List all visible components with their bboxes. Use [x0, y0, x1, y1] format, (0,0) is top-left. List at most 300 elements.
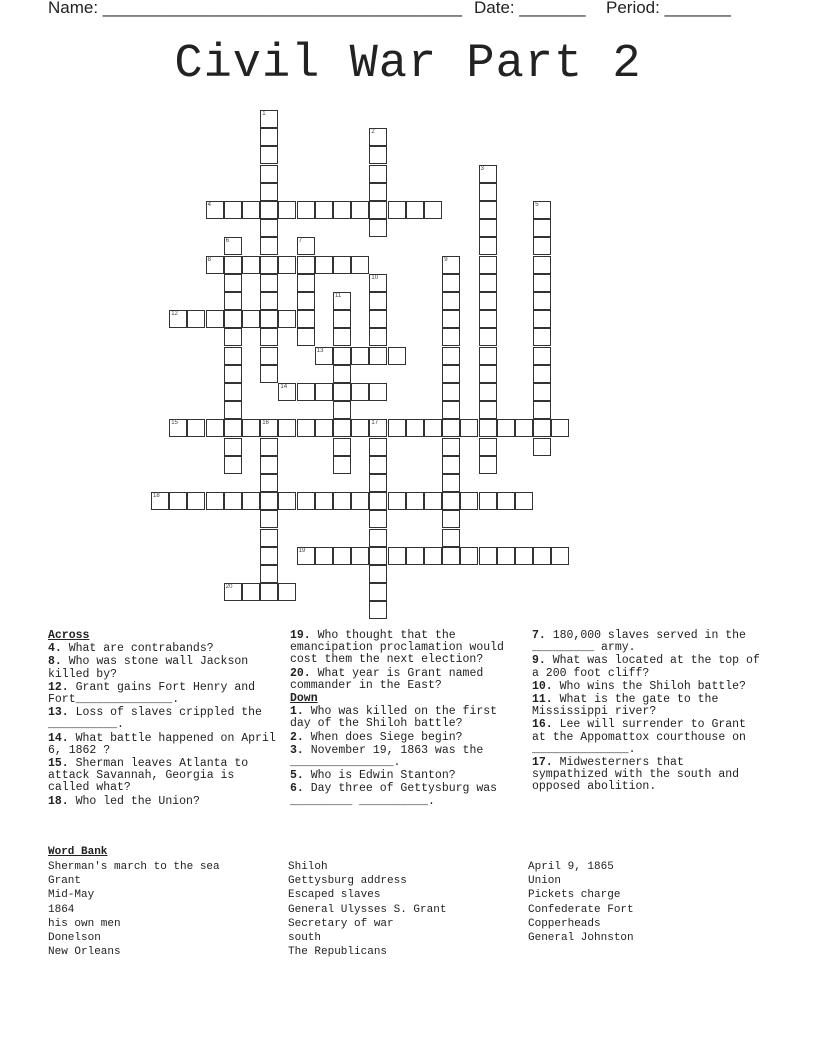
word-bank-item: Pickets charge — [528, 889, 621, 902]
crossword-cell[interactable] — [242, 583, 260, 601]
word-bank-column-3 — [528, 860, 634, 945]
crossword-cell[interactable] — [369, 128, 387, 146]
clue-number: 11. — [532, 693, 553, 707]
crossword-cell[interactable] — [369, 292, 387, 310]
crossword-cell[interactable] — [369, 456, 387, 474]
crossword-cell[interactable] — [224, 292, 242, 310]
crossword-cell[interactable] — [497, 547, 515, 565]
crossword-cell[interactable] — [278, 492, 296, 510]
crossword-cell[interactable] — [333, 383, 351, 401]
crossword-cell[interactable] — [278, 383, 296, 401]
crossword-cell[interactable] — [224, 419, 242, 437]
crossword-cell[interactable] — [369, 274, 387, 292]
word-bank-item: Copperheads — [528, 917, 601, 930]
period-label: Period: _______ — [606, 0, 731, 17]
crossword-cell[interactable] — [169, 310, 187, 328]
crossword-cell[interactable] — [260, 529, 278, 547]
crossword-cell[interactable] — [297, 547, 315, 565]
crossword-cell[interactable] — [369, 383, 387, 401]
down-clue: 6. Day three of Gettysburg was _________ __________. — [290, 782, 498, 808]
crossword-cell[interactable] — [369, 183, 387, 201]
crossword-cell[interactable] — [515, 547, 533, 565]
crossword-cell[interactable] — [297, 492, 315, 510]
crossword-cell[interactable] — [369, 492, 387, 510]
word-bank-item: April 9, 1865 — [528, 861, 614, 873]
crossword-cell[interactable] — [206, 419, 224, 437]
crossword-cell[interactable] — [260, 419, 278, 437]
crossword-cell[interactable] — [224, 274, 242, 292]
crossword-cell[interactable] — [406, 547, 424, 565]
crossword-cell[interactable] — [369, 547, 387, 565]
crossword-cell[interactable] — [388, 201, 406, 219]
down-clue: 7. 180,000 slaves served in the _________ army. — [532, 629, 746, 655]
crossword-cell[interactable] — [460, 419, 478, 437]
crossword-cell[interactable] — [369, 146, 387, 164]
clue-number: 6 — [225, 238, 230, 245]
crossword-cell[interactable] — [333, 492, 351, 510]
crossword-cell[interactable] — [479, 438, 497, 456]
crossword-cell[interactable] — [533, 201, 551, 219]
crossword-cell[interactable] — [260, 165, 278, 183]
down-clue: 9. What was located at the top of a 200 foot cliff? — [532, 654, 760, 680]
clue-number: 10 — [371, 274, 379, 281]
clue-number: 5. — [290, 769, 304, 783]
clue-number: 19. — [290, 629, 311, 642]
clue-number: 12 — [171, 311, 178, 318]
crossword-cell[interactable] — [260, 201, 278, 219]
crossword-cell[interactable] — [369, 510, 387, 528]
crossword-cell[interactable] — [442, 547, 460, 565]
crossword-cell[interactable] — [224, 347, 242, 365]
crossword-cell[interactable] — [369, 419, 387, 437]
crossword-cell[interactable] — [479, 165, 497, 183]
crossword-cell[interactable] — [278, 201, 296, 219]
crossword-cell[interactable] — [442, 347, 460, 365]
clue-number: 7. — [532, 629, 546, 642]
across-clue: 15. Sherman leaves Atlanta to attack Savannah, Georgia is called what? — [48, 757, 249, 795]
clue-number: 12. — [48, 680, 69, 694]
crossword-cell[interactable] — [479, 347, 497, 365]
crossword-cell[interactable] — [260, 456, 278, 474]
crossword-cell[interactable] — [442, 510, 460, 528]
crossword-cell[interactable] — [479, 492, 497, 510]
date-label: Date: _______ — [474, 0, 586, 17]
crossword-cell[interactable] — [442, 492, 460, 510]
clue-number: 18. — [48, 794, 69, 808]
word-bank-item: Shiloh — [288, 861, 328, 873]
crossword-cell[interactable] — [315, 383, 333, 401]
crossword-cell[interactable] — [351, 347, 369, 365]
down-heading: Down — [290, 692, 318, 706]
crossword-cell[interactable] — [333, 292, 351, 310]
crossword-cell[interactable] — [224, 310, 242, 328]
across-clue: 14. What battle happened on April 6, 1862 ? — [48, 731, 276, 757]
clue-number: 14 — [280, 384, 288, 390]
clue-number: 9 — [444, 256, 448, 263]
crossword-cell[interactable] — [533, 256, 551, 274]
crossword-cell[interactable] — [479, 256, 497, 274]
crossword-cell[interactable] — [479, 419, 497, 437]
crossword-cell[interactable] — [351, 256, 369, 274]
down-clue: 3. November 19, 1863 was the _______________. — [290, 743, 484, 770]
word-bank-item: Donelson — [48, 932, 101, 945]
crossword-cell[interactable] — [406, 201, 424, 219]
crossword-cell[interactable] — [479, 310, 497, 328]
word-bank-column-2 — [288, 860, 446, 959]
crossword-cell[interactable] — [369, 601, 387, 619]
crossword-cell[interactable] — [333, 456, 351, 474]
crossword-cell[interactable] — [315, 419, 333, 437]
word-bank-item: Confederate Fort — [528, 903, 634, 916]
crossword-cell[interactable] — [260, 292, 278, 310]
crossword-cell[interactable] — [479, 237, 497, 255]
crossword-cell[interactable] — [515, 419, 533, 437]
crossword-cell[interactable] — [297, 310, 315, 328]
clue-number: 20. — [290, 666, 311, 680]
crossword-cell[interactable] — [297, 292, 315, 310]
crossword-cell[interactable] — [369, 165, 387, 183]
clue-number: 5 — [535, 202, 539, 208]
crossword-cell[interactable] — [260, 128, 278, 146]
crossword-cell[interactable] — [260, 565, 278, 583]
crossword-cell[interactable] — [479, 328, 497, 346]
across-clue: 12. Grant gains Fort Henry and Fort______________. — [48, 680, 256, 707]
crossword-cell[interactable] — [224, 438, 242, 456]
crossword-cell[interactable] — [260, 219, 278, 237]
crossword-cell[interactable] — [479, 383, 497, 401]
crossword-cell[interactable] — [333, 438, 351, 456]
crossword-cell[interactable] — [351, 201, 369, 219]
crossword-cell[interactable] — [187, 310, 205, 328]
crossword-cell[interactable] — [297, 383, 315, 401]
crossword-cell[interactable] — [533, 347, 551, 365]
crossword-cell[interactable] — [224, 365, 242, 383]
crossword-cell[interactable] — [278, 310, 296, 328]
crossword-cell[interactable] — [297, 237, 315, 255]
clue-number: 4. — [48, 642, 62, 656]
crossword-cell[interactable] — [369, 529, 387, 547]
across-clue-list-cont — [290, 630, 522, 692]
crossword-cell[interactable] — [333, 328, 351, 346]
crossword-cell[interactable] — [224, 456, 242, 474]
crossword-cell[interactable] — [533, 237, 551, 255]
crossword-cell[interactable] — [442, 401, 460, 419]
crossword-cell[interactable] — [369, 310, 387, 328]
crossword-cell[interactable] — [533, 292, 551, 310]
crossword-cell[interactable] — [497, 492, 515, 510]
crossword-cell[interactable] — [297, 328, 315, 346]
crossword-cell[interactable] — [260, 110, 278, 128]
across-clue-list — [48, 643, 280, 808]
word-bank-item: The Republicans — [288, 946, 388, 959]
crossword-cell[interactable] — [479, 401, 497, 419]
word-bank-item: Union — [528, 875, 562, 888]
crossword-cell[interactable] — [169, 492, 187, 510]
crossword-cell[interactable] — [369, 565, 387, 583]
crossword-cell[interactable] — [315, 347, 333, 365]
crossword-cell[interactable] — [515, 492, 533, 510]
crossword-cell[interactable] — [224, 383, 242, 401]
crossword-cell[interactable] — [242, 256, 260, 274]
crossword-cell[interactable] — [297, 201, 315, 219]
crossword-cell[interactable] — [479, 292, 497, 310]
crossword-cell[interactable] — [442, 256, 460, 274]
crossword-cell[interactable] — [551, 547, 569, 565]
crossword-cell[interactable] — [369, 328, 387, 346]
crossword-cell[interactable] — [315, 547, 333, 565]
crossword-cell[interactable] — [260, 510, 278, 528]
crossword-cell[interactable] — [260, 146, 278, 164]
crossword-cell[interactable] — [260, 492, 278, 510]
across-clue: 13. Loss of slaves crippled the __________. — [48, 706, 262, 732]
crossword-cell[interactable] — [351, 492, 369, 510]
clue-number: 17 — [371, 420, 379, 427]
crossword-cell[interactable] — [406, 492, 424, 510]
down-clue: 11. What is the gate to the Mississippi river? — [532, 693, 719, 719]
crossword-cell[interactable] — [479, 183, 497, 201]
crossword-cell[interactable] — [151, 492, 169, 510]
crossword-cell[interactable] — [369, 219, 387, 237]
crossword-cell[interactable] — [460, 547, 478, 565]
crossword-cell[interactable] — [388, 492, 406, 510]
down-clue: 5. Who is Edwin Stanton? — [290, 769, 456, 783]
crossword-cell[interactable] — [297, 256, 315, 274]
down-clue: 2. When does Siege begin? — [290, 730, 463, 744]
clue-number: 18 — [153, 493, 160, 500]
crossword-cell[interactable] — [297, 419, 315, 437]
crossword-cell[interactable] — [369, 583, 387, 601]
crossword-cell[interactable] — [442, 328, 460, 346]
crossword-cell[interactable] — [242, 419, 260, 437]
crossword-cell[interactable] — [278, 256, 296, 274]
crossword-cell[interactable] — [551, 419, 569, 437]
word-bank-item: New Orleans — [48, 946, 121, 959]
crossword-cell[interactable] — [224, 401, 242, 419]
crossword-cell[interactable] — [278, 419, 296, 437]
clue-number: 16 — [262, 420, 269, 427]
word-bank-item: Gettysburg address — [288, 875, 407, 888]
crossword-cell[interactable] — [533, 383, 551, 401]
clue-number: 16. — [532, 718, 553, 732]
crossword-cell[interactable] — [533, 547, 551, 565]
crossword-cell[interactable] — [260, 474, 278, 492]
crossword-cell[interactable] — [479, 219, 497, 237]
crossword-cell[interactable] — [424, 419, 442, 437]
crossword-cell[interactable] — [260, 347, 278, 365]
crossword-cell[interactable] — [424, 492, 442, 510]
crossword-cell[interactable] — [479, 201, 497, 219]
clue-number: 1. — [290, 705, 304, 719]
crossword-cell[interactable] — [369, 438, 387, 456]
crossword-cell[interactable] — [260, 183, 278, 201]
crossword-cell[interactable] — [369, 201, 387, 219]
crossword-cell[interactable] — [479, 456, 497, 474]
crossword-cell[interactable] — [479, 365, 497, 383]
crossword-cell[interactable] — [315, 256, 333, 274]
crossword-cell[interactable] — [442, 474, 460, 492]
clue-number: 19 — [298, 547, 306, 554]
crossword-cell[interactable] — [315, 201, 333, 219]
down-clue-list-cont — [532, 630, 764, 794]
word-bank-item: Grant — [48, 875, 82, 888]
crossword-cell[interactable] — [497, 419, 515, 437]
crossword-cell[interactable] — [224, 237, 242, 255]
crossword-cell[interactable] — [533, 438, 551, 456]
crossword-cell[interactable] — [206, 256, 224, 274]
across-heading: Across — [48, 629, 90, 642]
crossword-cell[interactable] — [442, 456, 460, 474]
crossword-cell[interactable] — [260, 237, 278, 255]
crossword-cell[interactable] — [442, 274, 460, 292]
crossword-cell[interactable] — [206, 310, 224, 328]
crossword-cell[interactable] — [333, 256, 351, 274]
crossword-cell[interactable] — [533, 328, 551, 346]
word-bank-item: Mid-May — [48, 889, 95, 902]
crossword-cell[interactable] — [369, 474, 387, 492]
crossword-cell[interactable] — [297, 274, 315, 292]
crossword-cell[interactable] — [260, 310, 278, 328]
crossword-cell[interactable] — [333, 419, 351, 437]
word-bank-item: Sherman's march to the sea — [48, 861, 220, 873]
crossword-cell[interactable] — [533, 365, 551, 383]
word-bank-item: his own men — [48, 917, 121, 930]
crossword-cell[interactable] — [533, 419, 551, 437]
clue-number: 1 — [262, 111, 266, 117]
crossword-cell[interactable] — [260, 547, 278, 565]
crossword-cell[interactable] — [388, 347, 406, 365]
crossword-cell[interactable] — [533, 274, 551, 292]
clue-number: 20 — [225, 584, 233, 591]
crossword-cell[interactable] — [533, 310, 551, 328]
across-clue: 19. Who thought that the emancipation proclamation would cost them the next election? — [290, 629, 504, 667]
crossword-cell[interactable] — [333, 365, 351, 383]
down-clue: 1. Who was killed on the first day of the Shiloh battle? — [290, 705, 498, 731]
crossword-cell[interactable] — [333, 347, 351, 365]
clue-number: 17. — [532, 756, 553, 770]
crossword-cell[interactable] — [442, 292, 460, 310]
crossword-cell[interactable] — [260, 256, 278, 274]
clue-number: 3. — [290, 743, 304, 757]
word-bank-item: Secretary of war — [288, 917, 394, 930]
crossword-cell[interactable] — [187, 419, 205, 437]
crossword-cell[interactable] — [224, 256, 242, 274]
clue-number: 8. — [48, 655, 62, 669]
across-clue: 20. What year is Grant named commander in the East? — [290, 666, 484, 692]
page-title: Civil War Part 2 — [174, 38, 642, 91]
clue-number: 2 — [371, 129, 375, 136]
crossword-cell[interactable] — [169, 419, 187, 437]
word-bank-item: General Johnston — [528, 932, 634, 945]
crossword-cell[interactable] — [333, 547, 351, 565]
crossword-cell[interactable] — [260, 438, 278, 456]
clue-number: 13 — [316, 347, 324, 354]
crossword-cell[interactable] — [460, 492, 478, 510]
clue-number: 4 — [207, 202, 211, 208]
crossword-cell[interactable] — [224, 201, 242, 219]
clues-column-2 — [290, 630, 522, 809]
crossword-cell[interactable] — [224, 492, 242, 510]
clue-number: 15. — [48, 757, 69, 771]
crossword-cell[interactable] — [260, 274, 278, 292]
clues-column-3 — [532, 630, 764, 795]
crossword-cell[interactable] — [224, 328, 242, 346]
crossword-cell[interactable] — [388, 547, 406, 565]
crossword-cell[interactable] — [333, 401, 351, 419]
across-clue: 8. Who was stone wall Jackson killed by? — [48, 655, 249, 681]
crossword-cell[interactable] — [333, 201, 351, 219]
word-bank-column-1 — [48, 860, 220, 959]
name-label: Name: ______________________________________ — [48, 0, 463, 17]
crossword-cell[interactable] — [260, 365, 278, 383]
word-bank-heading: Word Bank — [48, 846, 108, 858]
crossword-cell[interactable] — [442, 365, 460, 383]
clue-number: 6. — [290, 782, 304, 796]
clue-number: 2. — [290, 730, 304, 744]
crossword-cell[interactable] — [260, 583, 278, 601]
word-bank-item: Escaped slaves — [288, 889, 381, 902]
crossword-cell[interactable] — [479, 274, 497, 292]
crossword-cell[interactable] — [533, 401, 551, 419]
clue-number: 13. — [48, 706, 69, 720]
crossword-cell[interactable] — [424, 201, 442, 219]
across-clue: 18. Who led the Union? — [48, 794, 200, 808]
crossword-cell[interactable] — [388, 419, 406, 437]
crossword-cell[interactable] — [351, 547, 369, 565]
clue-number: 14. — [48, 731, 69, 745]
crossword-cell[interactable] — [351, 383, 369, 401]
down-clue: 10. Who wins the Shiloh battle? — [532, 679, 746, 693]
crossword-cell[interactable] — [442, 383, 460, 401]
crossword-cell[interactable] — [351, 419, 369, 437]
crossword-cell[interactable] — [315, 492, 333, 510]
clue-number: 3 — [480, 165, 484, 172]
crossword-cell[interactable] — [369, 347, 387, 365]
crossword-cell[interactable] — [442, 310, 460, 328]
clue-number: 11 — [335, 293, 342, 299]
crossword-cell[interactable] — [242, 310, 260, 328]
clue-number: 7 — [298, 238, 302, 245]
word-bank-item: south — [288, 932, 322, 945]
clues-column-1 — [48, 630, 280, 809]
crossword-cell[interactable] — [533, 219, 551, 237]
crossword-cell[interactable] — [278, 583, 296, 601]
crossword-cell[interactable] — [424, 547, 442, 565]
down-clue: 16. Lee will surrender to Grant at the Appomattox courthouse on ______________. — [532, 718, 746, 756]
crossword-cell[interactable] — [187, 492, 205, 510]
crossword-cell[interactable] — [242, 492, 260, 510]
word-bank-item: General Ulysses S. Grant — [288, 903, 447, 916]
across-clue: 4. What are contrabands? — [48, 642, 214, 656]
crossword-cell[interactable] — [442, 529, 460, 547]
down-clue: 17. Midwesterners that sympathized with the south and opposed abolition. — [532, 756, 740, 794]
clue-number: 10. — [532, 679, 553, 693]
crossword-cell[interactable] — [206, 492, 224, 510]
crossword-cell[interactable] — [479, 547, 497, 565]
crossword-cell[interactable] — [406, 419, 424, 437]
crossword-cell[interactable] — [333, 310, 351, 328]
word-bank-item: 1864 — [48, 903, 75, 916]
crossword-cell[interactable] — [442, 419, 460, 437]
crossword-cell[interactable] — [224, 583, 242, 601]
clue-number: 8 — [207, 256, 211, 263]
crossword-cell[interactable] — [442, 438, 460, 456]
crossword-cell[interactable] — [206, 201, 224, 219]
down-clue-list — [290, 706, 522, 808]
crossword-cell[interactable] — [260, 328, 278, 346]
clue-number: 9. — [532, 654, 546, 668]
crossword-cell[interactable] — [242, 201, 260, 219]
clue-number: 15 — [171, 420, 178, 427]
